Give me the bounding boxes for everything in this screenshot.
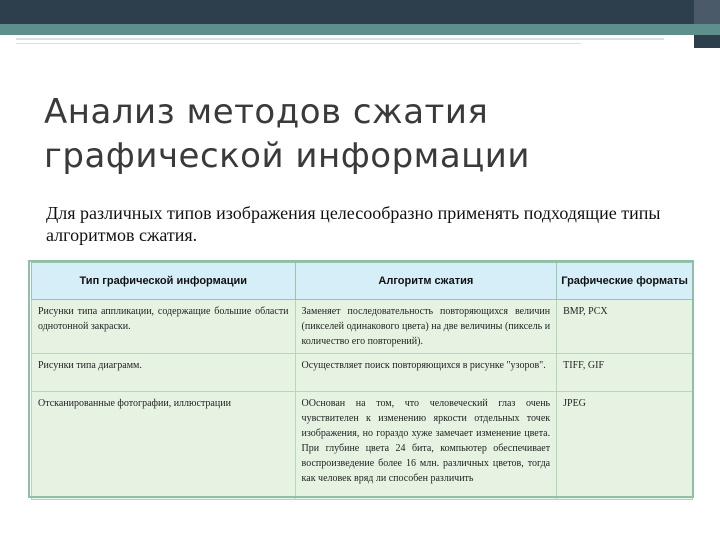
slide-subtitle: Для различных типов изображения целесообразно применять подходящие типы алгоритмов сжатия. [46, 203, 661, 245]
cell-type: Рисунки типа диаграмм. [32, 354, 296, 392]
cell-algorithm: ООснован на том, что человеческий глаз очень чувствителен к изменению яркости отдельных точек изображения, но гораздо хуже замечает изменение цвета. При глубине цвета 24 бита, компьютер обеспечивает воспроизведение более 16 млн. различных цветов, тогда как человек вряд ли способен различить [295, 392, 557, 500]
corner-decor-block [694, 35, 720, 48]
table-row [32, 300, 693, 354]
header-formats: Графические форматы [557, 263, 693, 300]
cell-type: Отсканированные фотографии, иллюстрации [32, 392, 296, 500]
header-algorithm: Алгоритм сжатия [295, 263, 557, 300]
top-right-decor-block [694, 0, 720, 24]
header-type: Тип графической информации [32, 263, 296, 300]
slide-title: Анализ методов сжатия графической информации [44, 92, 530, 176]
decor-line-2 [16, 43, 581, 44]
decor-line-1 [16, 38, 664, 40]
cell-type: Рисунки типа аппликации, содержащие большие области однотонной закраски. [32, 300, 296, 354]
cell-algorithm: Осуществляет поиск повторяющихся в рисунке "узоров". [295, 354, 557, 392]
table-row [32, 392, 693, 500]
top-decor-bar [0, 0, 720, 24]
compression-table [31, 262, 693, 500]
cell-algorithm: Заменяет последовательность повторяющихся величин (пикселей одинакового цвета) на две величины (пиксель и количество его повторений). [295, 300, 557, 354]
table-row [32, 354, 693, 392]
table-header-row [32, 263, 693, 300]
cell-formats: JPEG [557, 392, 693, 500]
teal-decor-bar [0, 24, 720, 35]
cell-formats: BMP, PCX [557, 300, 693, 354]
cell-formats: TIFF, GIF [557, 354, 693, 392]
